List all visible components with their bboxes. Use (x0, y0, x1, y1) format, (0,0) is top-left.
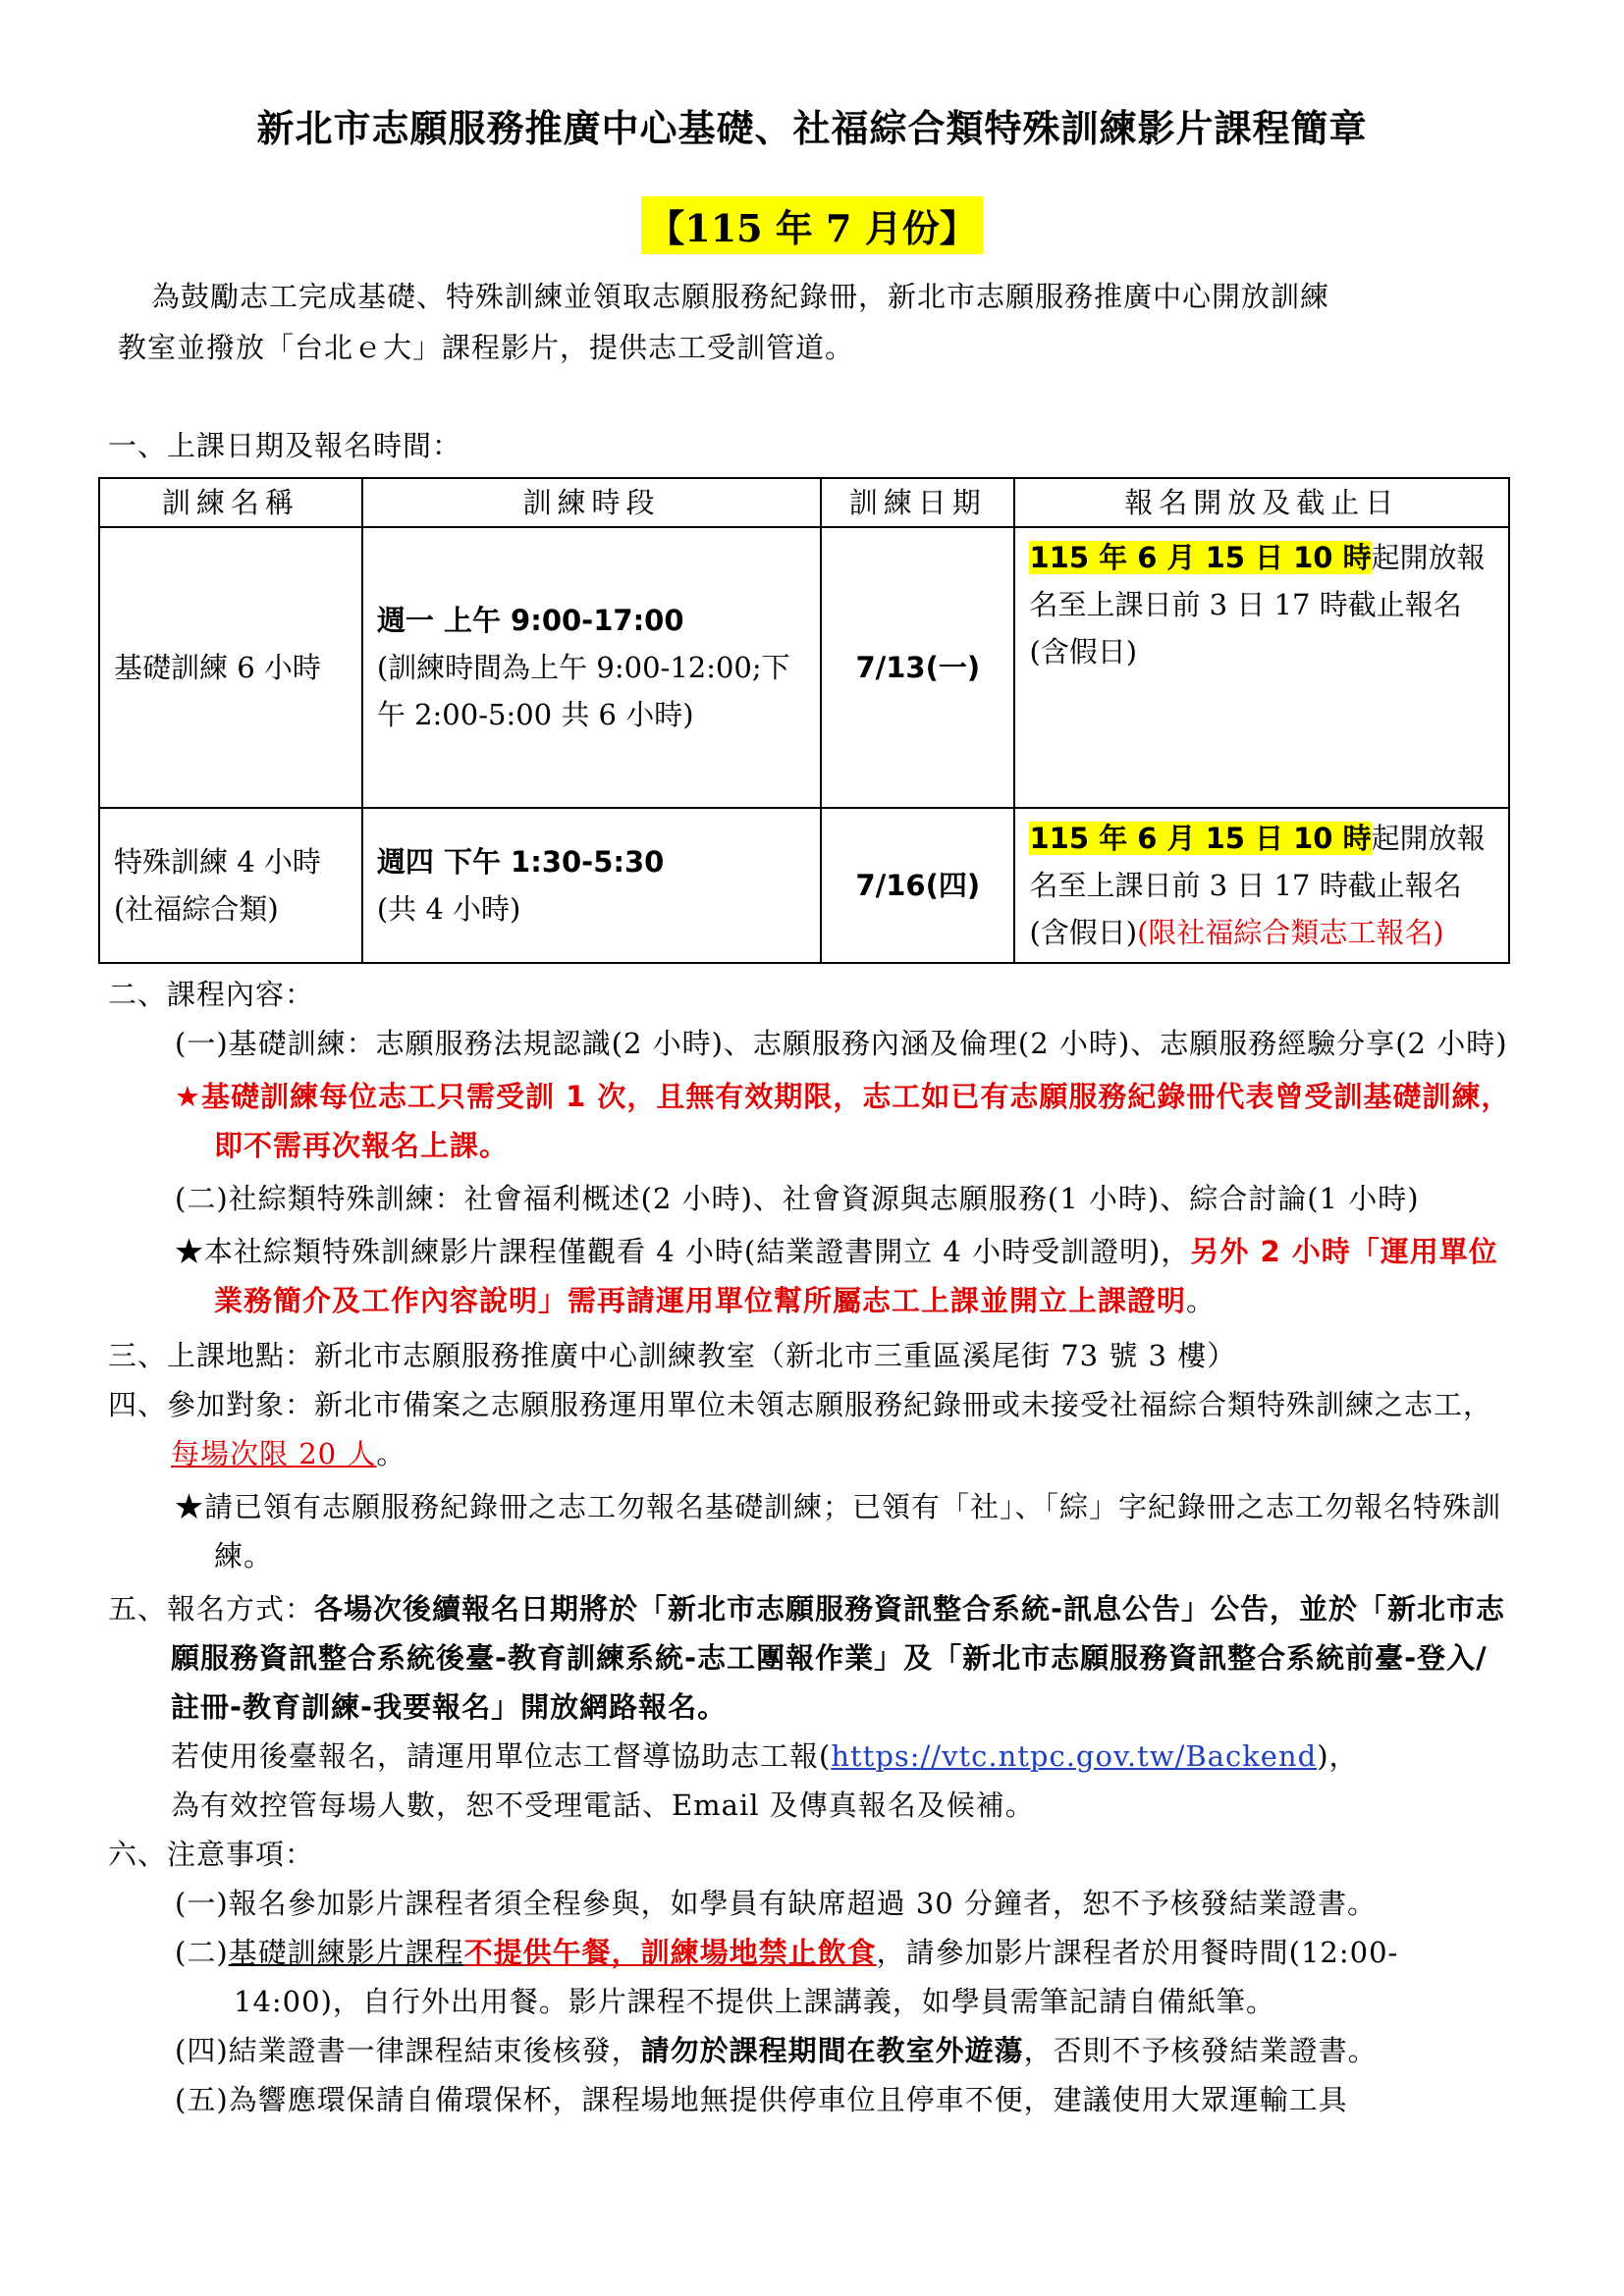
section-2-heading: 二、課程內容： (108, 978, 315, 1011)
section-2-item-2: (二)社綜類特殊訓練：社會福利概述(2 小時)、社會資源與志願服務(1 小時)、綜合討論(1 小時) (175, 1182, 1420, 1215)
item4-prefix: (四)結業證書一律課程結束後核發， (175, 2034, 641, 2067)
month-banner (0, 196, 1624, 254)
row1-date: 7/13(一) (821, 527, 1014, 808)
row2-name-line2: (社福綜合類) (114, 892, 279, 926)
row1-time-main: 週一 上午 9:00-17:00 (376, 604, 684, 637)
month-label: 【115 年 7 月份】 (641, 196, 982, 254)
row2-reg-open-date: 115 年 6 月 15 日 10 時 (1029, 822, 1372, 855)
row1-time (362, 527, 821, 808)
row2-time-note: (共 4 小時) (376, 892, 521, 926)
star2-black: ★本社綜類特殊訓練影片課程僅觀看 4 小時(結業證書開立 4 小時受訓證明)， (175, 1235, 1191, 1268)
row2-time (362, 808, 821, 963)
page-title: 新北市志願服務推廣中心基礎、社福綜合類特殊訓練影片課程簡章 (256, 107, 1368, 150)
row1-registration (1014, 527, 1509, 808)
row2-time-main: 週四 下午 1:30-5:30 (376, 845, 665, 879)
section-4 (108, 1380, 1516, 1478)
section-4-text: 四、參加對象：新北市備案之志願服務運用單位未領志願服務紀錄冊或未接受社福綜合類特殊訓練之志工， (108, 1388, 1493, 1421)
intro-paragraph (118, 271, 1502, 373)
section-2-star-1: ★基礎訓練每位志工只需受訓 1 次，且無有效期限，志工如已有志願服務紀錄冊代表曾受訓基礎訓練，即不需再次報名上課。 (175, 1080, 1511, 1162)
table-header-row (99, 478, 1509, 527)
section-2-item-1: (一)基礎訓練：志願服務法規認識(2 小時)、志願服務內涵及倫理(2 小時)、志願服務經驗分享(2 小時) (175, 1027, 1508, 1060)
row2-date: 7/16(四) (821, 808, 1014, 963)
star2-red: 另外 2 小時「運用單位業務簡介及工作內容說明」需再請運用單位幫所屬志工上課並開立上課證明 (214, 1235, 1498, 1317)
row2-name (99, 808, 362, 963)
item2-rest: ，請參加影片課程者於用餐時間(12:00-14:00)，自行外出用餐。影片課程不提供上課講義，如學員需筆記請自備紙筆。 (234, 1936, 1399, 2018)
section-5-line-a-text: 若使用後臺報名，請運用單位志工督導協助志工報( (171, 1739, 832, 1773)
row2-registration (1014, 808, 1509, 963)
table-row (99, 527, 1509, 808)
table-row (99, 808, 1509, 963)
section-2-star-2 (108, 1227, 1516, 1325)
section-5-line-b: 為有效控管每場人數，恕不受理電話、Email 及傳真報名及候補。 (171, 1789, 1035, 1822)
section-4-end: 。 (376, 1437, 406, 1470)
star2-end: 。 (1186, 1284, 1217, 1317)
section-4-limit: 每場次限 20 人 (171, 1437, 377, 1470)
section-6-item-2 (108, 1928, 1516, 2026)
row1-name: 基礎訓練 6 小時 (99, 527, 362, 808)
document-body (108, 970, 1516, 2124)
header-registration: 報名開放及截止日 (1014, 478, 1509, 527)
intro-line-2: 教室並撥放「台北ｅ大」課程影片，提供志工受訓管道。 (118, 331, 855, 364)
item2-red: 不提供午餐，訓練場地禁止飲食 (463, 1936, 877, 1969)
row2-reg-rest: 起開放報名至上課日前 3 日 17 時截止報名(含假日) (1029, 822, 1486, 949)
section-6-item-5: (五)為響應環保請自備環保杯，課程場地無提供停車位且停車不便，建議使用大眾運輸工具 (175, 2083, 1348, 2116)
row1-reg-rest: 起開放報名至上課日前 3 日 17 時截止報名(含假日) (1029, 541, 1486, 668)
intro-line-1: 為鼓勵志工完成基礎、特殊訓練並領取志願服務紀錄冊，新北市志願服務推廣中心開放訓練 (151, 280, 1330, 313)
section-5-line-a-end: )， (1317, 1739, 1359, 1773)
section-5 (108, 1584, 1516, 1732)
item4-rest: ，否則不予核發結業證書。 (1023, 2034, 1378, 2067)
section-3: 三、上課地點：新北市志願服務推廣中心訓練教室（新北市三重區溪尾街 73 號 3 樓） (108, 1339, 1237, 1372)
backend-link[interactable]: https://vtc.ntpc.gov.tw/Backend (831, 1739, 1318, 1773)
schedule-table (98, 477, 1510, 964)
section-6-item-4 (108, 2026, 1516, 2075)
section-5-bold: 各場次後續報名日期將於「新北市志願服務資訊整合系統-訊息公告」公告，並於「新北市志願服務資訊整合系統後臺-教育訓練系統-志工團報作業」及「新北市志願服務資訊整合系統前臺-登入/註冊-教育訓練-我要報名」開放網路報名。 (171, 1592, 1506, 1724)
header-training-date: 訓練日期 (821, 478, 1014, 527)
section-1-heading: 一、上課日期及報名時間： (108, 429, 462, 462)
section-6-item-1: (一)報名參加影片課程者須全程參與，如學員有缺席超過 30 分鐘者，恕不予核發結業證書。 (175, 1887, 1377, 1920)
section-6-heading: 六、注意事項： (108, 1838, 315, 1871)
row1-reg-open-date: 115 年 6 月 15 日 10 時 (1029, 541, 1372, 574)
header-training-time: 訓練時段 (362, 478, 821, 527)
row2-name-line1: 特殊訓練 4 小時 (114, 845, 321, 879)
row1-time-note: (訓練時間為上午 9:00-12:00;下午 2:00-5:00 共 6 小時) (376, 651, 790, 731)
section-5-label: 五、報名方式： (108, 1592, 315, 1626)
item2-underlined: 基礎訓練影片課程 (228, 1936, 464, 1969)
item4-bold: 請勿於課程期間在教室外遊蕩 (640, 2034, 1024, 2067)
section-5-line-a (108, 1732, 1516, 1781)
header-training-name: 訓練名稱 (99, 478, 362, 527)
row2-reg-restriction: (限社福綜合類志工報名) (1137, 916, 1444, 949)
item2-prefix: (二) (175, 1936, 229, 1969)
section-4-star: ★請已領有志願服務紀錄冊之志工勿報名基礎訓練；已領有「社」、「綜」字紀錄冊之志工勿報名特殊訓練。 (175, 1490, 1502, 1573)
